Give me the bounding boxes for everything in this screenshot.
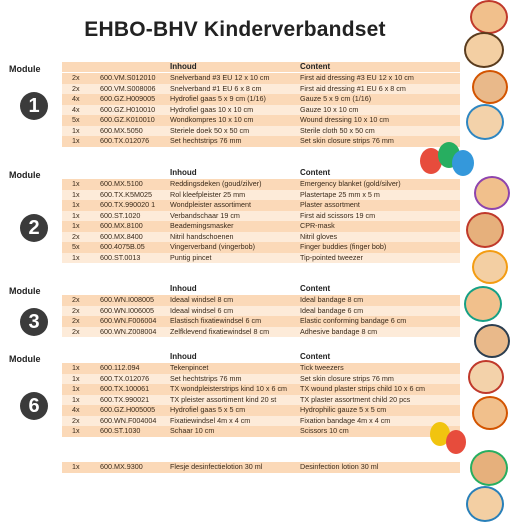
- table-row: [62, 426, 460, 437]
- table-row: [62, 94, 460, 105]
- extra-item-row: [62, 462, 460, 473]
- quantity-cell: 5x: [72, 242, 80, 251]
- article-code-cell: 600.GZ.H010010: [100, 104, 156, 114]
- quantity-cell: 1x: [72, 125, 80, 135]
- module-section: [0, 284, 460, 337]
- dutch-description-cell: Nitril handschoenen: [170, 231, 234, 241]
- article-code-cell: 600.WN.Z008004: [100, 326, 157, 336]
- module-column: [0, 352, 62, 437]
- english-description-cell: Ideal bandage 6 cm: [300, 305, 364, 315]
- child-head-illustration: [466, 486, 504, 522]
- table-row: [62, 232, 460, 243]
- table-row: [62, 374, 460, 385]
- table-row: [62, 73, 460, 84]
- quantity-cell: 1x: [72, 210, 80, 220]
- inhoud-header: Inhoud: [170, 352, 197, 361]
- table-row: [62, 115, 460, 126]
- module-column: [0, 168, 62, 263]
- child-head-illustration: [472, 250, 508, 284]
- child-head-illustration: [472, 70, 508, 104]
- module-number-badge: 1: [20, 92, 48, 120]
- child-head-illustration: [474, 176, 510, 210]
- module-column: [0, 284, 62, 337]
- table-row: [62, 221, 460, 232]
- quantity-cell: 1x: [72, 426, 80, 435]
- dutch-description-cell: Wondkompres 10 x 10 cm: [170, 115, 254, 124]
- quantity-cell: 5x: [72, 115, 80, 124]
- english-description-cell: Plastertape 25 mm x 5 m: [300, 189, 380, 199]
- article-code-cell: 600.112.094: [100, 363, 140, 372]
- article-code-cell: 600.TX.990020 1: [100, 200, 156, 209]
- module-number-badge: 3: [20, 308, 48, 336]
- english-description-cell: Finger buddies (finger bob): [300, 242, 387, 251]
- article-code-cell: 600.TX.012076: [100, 373, 150, 383]
- dutch-description-cell: Wondpleister assortiment: [170, 200, 251, 209]
- english-description-cell: First aid dressing #3 EU 12 x 10 cm: [300, 73, 414, 82]
- children-illustration: [460, 0, 510, 521]
- dutch-description-cell: Ideaal windsel 8 cm: [170, 295, 234, 304]
- dutch-description-cell: TX pleister assortiment kind 20 st: [170, 394, 277, 404]
- english-description-cell: Gauze 10 x 10 cm: [300, 104, 359, 114]
- dutch-description-cell: Tekenpincet: [170, 363, 209, 372]
- table-row: [62, 242, 460, 253]
- child-head-illustration: [464, 32, 504, 68]
- module-number-badge: 2: [20, 214, 48, 242]
- article-code-cell: 600.ST.0013: [100, 252, 141, 262]
- child-head-illustration: [466, 212, 504, 248]
- article-code-cell: 600.TX.K5M025: [100, 189, 152, 199]
- dutch-description-cell: Ideaal windsel 6 cm: [170, 305, 234, 315]
- article-code-cell: 600.WN.F006004: [100, 316, 157, 325]
- child-head-illustration: [468, 360, 504, 394]
- dutch-description-cell: Zelfklevend fixatiewindsel 8 cm: [170, 326, 270, 336]
- english-description-cell: Sterile cloth 50 x 50 cm: [300, 125, 375, 135]
- quantity-cell: 1x: [72, 394, 80, 404]
- table-row: [62, 306, 460, 317]
- english-description-cell: Nitril gloves: [300, 231, 338, 241]
- english-description-cell: Scissors 10 cm: [300, 426, 349, 435]
- article-code-cell: 600.GZ.K010010: [100, 115, 155, 124]
- quantity-cell: 2x: [72, 316, 80, 325]
- dutch-description-cell: TX wondpleisterstrips kind 10 x 6 cm: [170, 384, 288, 393]
- english-description-cell: Desinfection lotion 30 ml: [300, 462, 379, 471]
- quantity-cell: 1x: [72, 136, 80, 145]
- dutch-description-cell: Elastisch fixatiewindsel 6 cm: [170, 316, 262, 325]
- table-header-band: [62, 284, 460, 294]
- article-code-cell: 600.MX.8100: [100, 221, 143, 230]
- table-row: [62, 363, 460, 374]
- dutch-description-cell: Rol kleefpleister 25 mm: [170, 189, 246, 199]
- inhoud-header: Inhoud: [170, 284, 197, 293]
- quantity-cell: 2x: [72, 231, 80, 241]
- module-section: [0, 62, 460, 147]
- quantity-cell: 1x: [72, 200, 80, 209]
- table-row: [62, 179, 460, 190]
- dutch-description-cell: Puntig pincet: [170, 252, 212, 262]
- article-code-cell: 600.MX.8400: [100, 231, 143, 241]
- module-label: Module: [9, 286, 41, 296]
- dutch-description-cell: Snelverband #3 EU 12 x 10 cm: [170, 73, 270, 82]
- article-code-cell: 600.WN.I008005: [100, 295, 154, 304]
- english-description-cell: First aid scissors 19 cm: [300, 210, 376, 220]
- quantity-cell: 1x: [72, 179, 80, 188]
- dutch-description-cell: Hydrofiel gaas 10 x 10 cm: [170, 104, 254, 114]
- balloon-illustration: [446, 430, 466, 454]
- quantity-cell: 2x: [72, 305, 80, 315]
- english-description-cell: Adhesive bandage 8 cm: [300, 326, 378, 336]
- english-description-cell: Tip-pointed tweezer: [300, 252, 363, 262]
- article-code-cell: 600.4075B.05: [100, 242, 145, 251]
- english-description-cell: Set skin closure strips 76 mm: [300, 373, 394, 383]
- article-code-cell: 600.MX.5100: [100, 179, 143, 188]
- table-row: [62, 126, 460, 137]
- english-description-cell: Plaster assortment: [300, 200, 360, 209]
- quantity-cell: 1x: [72, 384, 80, 393]
- page-title: EHBO-BHV Kinderverbandset: [84, 18, 386, 41]
- english-description-cell: Gauze 5 x 9 cm (1/16): [300, 94, 372, 103]
- table-row: [62, 200, 460, 211]
- content-header: Content: [300, 62, 331, 71]
- table-row: [62, 327, 460, 338]
- table-row: [62, 211, 460, 222]
- quantity-cell: 1x: [72, 221, 80, 230]
- english-description-cell: CPR-mask: [300, 221, 335, 230]
- english-description-cell: Wound dressing 10 x 10 cm: [300, 115, 389, 124]
- quantity-cell: 2x: [72, 295, 80, 304]
- table-row: [62, 416, 460, 427]
- article-code-cell: 600.TX.990021: [100, 394, 150, 404]
- table-row: [62, 405, 460, 416]
- dutch-description-cell: Flesje desinfectielotion 30 ml: [170, 462, 263, 471]
- quantity-cell: 4x: [72, 94, 80, 103]
- table-header-band: [62, 62, 460, 72]
- article-code-cell: 600.GZ.H005005: [100, 405, 156, 414]
- article-code-cell: 600.GZ.H009005: [100, 94, 156, 103]
- content-header: Content: [300, 352, 331, 361]
- article-code-cell: 600.TX.012076: [100, 136, 150, 145]
- english-description-cell: Ideal bandage 8 cm: [300, 295, 364, 304]
- module-label: Module: [9, 170, 41, 180]
- dutch-description-cell: Steriele doek 50 x 50 cm: [170, 125, 250, 135]
- dutch-description-cell: Hydrofiel gaas 5 x 9 cm (1/16): [170, 94, 266, 103]
- child-head-illustration: [470, 0, 508, 34]
- table-row: [62, 295, 460, 306]
- quantity-cell: 4x: [72, 405, 80, 414]
- quantity-cell: 1x: [72, 189, 80, 199]
- article-code-cell: 600.ST.1030: [100, 426, 141, 435]
- dutch-description-cell: Set hechtstrips 76 mm: [170, 373, 242, 383]
- quantity-cell: 1x: [72, 373, 80, 383]
- article-code-cell: 600.MX.5050: [100, 125, 143, 135]
- english-description-cell: Emergency blanket (gold/silver): [300, 179, 401, 188]
- english-description-cell: First aid dressing #1 EU 6 x 8 cm: [300, 83, 406, 93]
- quantity-cell: 1x: [72, 252, 80, 262]
- dutch-description-cell: Snelverband #1 EU 6 x 8 cm: [170, 83, 262, 93]
- module-label: Module: [9, 64, 41, 74]
- dutch-description-cell: Vingerverband (vingerbob): [170, 242, 255, 251]
- child-head-illustration: [470, 450, 508, 486]
- dutch-description-cell: Set hechtstrips 76 mm: [170, 136, 242, 145]
- table-header-band: [62, 168, 460, 178]
- dutch-description-cell: Beademingsmasker: [170, 221, 234, 230]
- balloon-illustration: [452, 150, 474, 176]
- dutch-description-cell: Verbandschaar 19 cm: [170, 210, 240, 220]
- table-row: [62, 316, 460, 327]
- english-description-cell: Set skin closure strips 76 mm: [300, 136, 394, 145]
- article-code-cell: 600.MX.9300: [100, 462, 143, 471]
- english-description-cell: TX plaster assortment child 20 pcs: [300, 394, 411, 404]
- article-code-cell: 600.WN.F004004: [100, 415, 157, 425]
- article-code-cell: 600.VM.S008006: [100, 83, 156, 93]
- quantity-cell: 1x: [72, 363, 80, 372]
- module-column: [0, 62, 62, 147]
- article-code-cell: 600.VM.S012010: [100, 73, 156, 82]
- dutch-description-cell: Hydrofiel gaas 5 x 5 cm: [170, 405, 246, 414]
- dutch-description-cell: Schaar 10 cm: [170, 426, 215, 435]
- module-label: Module: [9, 354, 41, 364]
- english-description-cell: Tick tweezers: [300, 363, 344, 372]
- module-number-badge: 6: [20, 392, 48, 420]
- table-row: [62, 384, 460, 395]
- inhoud-header: Inhoud: [170, 168, 197, 177]
- child-head-illustration: [474, 324, 510, 358]
- child-head-illustration: [466, 104, 504, 140]
- table-row: [62, 136, 460, 147]
- quantity-cell: 2x: [72, 73, 80, 82]
- content-header: Content: [300, 168, 331, 177]
- article-code-cell: 600.WN.I006005: [100, 305, 154, 315]
- article-code-cell: 600.TX.100061: [100, 384, 150, 393]
- table-header-band: [62, 352, 460, 362]
- english-description-cell: TX wound plaster strips child 10 x 6 cm: [300, 384, 426, 393]
- article-code-cell: 600.ST.1020: [100, 210, 141, 220]
- child-head-illustration: [464, 286, 502, 322]
- quantity-cell: 2x: [72, 83, 80, 93]
- quantity-cell: 2x: [72, 326, 80, 336]
- dutch-description-cell: Reddingsdeken (goud/zilver): [170, 179, 262, 188]
- english-description-cell: Elastic conforming bandage 6 cm: [300, 316, 407, 325]
- module-section: [0, 352, 460, 437]
- dutch-description-cell: Fixatiewindsel 4m x 4 cm: [170, 415, 251, 425]
- table-row: [62, 105, 460, 116]
- child-head-illustration: [472, 396, 508, 430]
- inhoud-header: Inhoud: [170, 62, 197, 71]
- quantity-cell: 2x: [72, 415, 80, 425]
- english-description-cell: Hydrophilic gauze 5 x 5 cm: [300, 405, 387, 414]
- table-row: [62, 395, 460, 406]
- table-row: [62, 84, 460, 95]
- quantity-cell: 4x: [72, 104, 80, 114]
- english-description-cell: Fixation bandage 4m x 4 cm: [300, 415, 391, 425]
- table-row: [62, 190, 460, 201]
- table-row: [62, 253, 460, 264]
- quantity-cell: 1x: [72, 462, 80, 471]
- module-section: [0, 168, 460, 263]
- content-header: Content: [300, 284, 331, 293]
